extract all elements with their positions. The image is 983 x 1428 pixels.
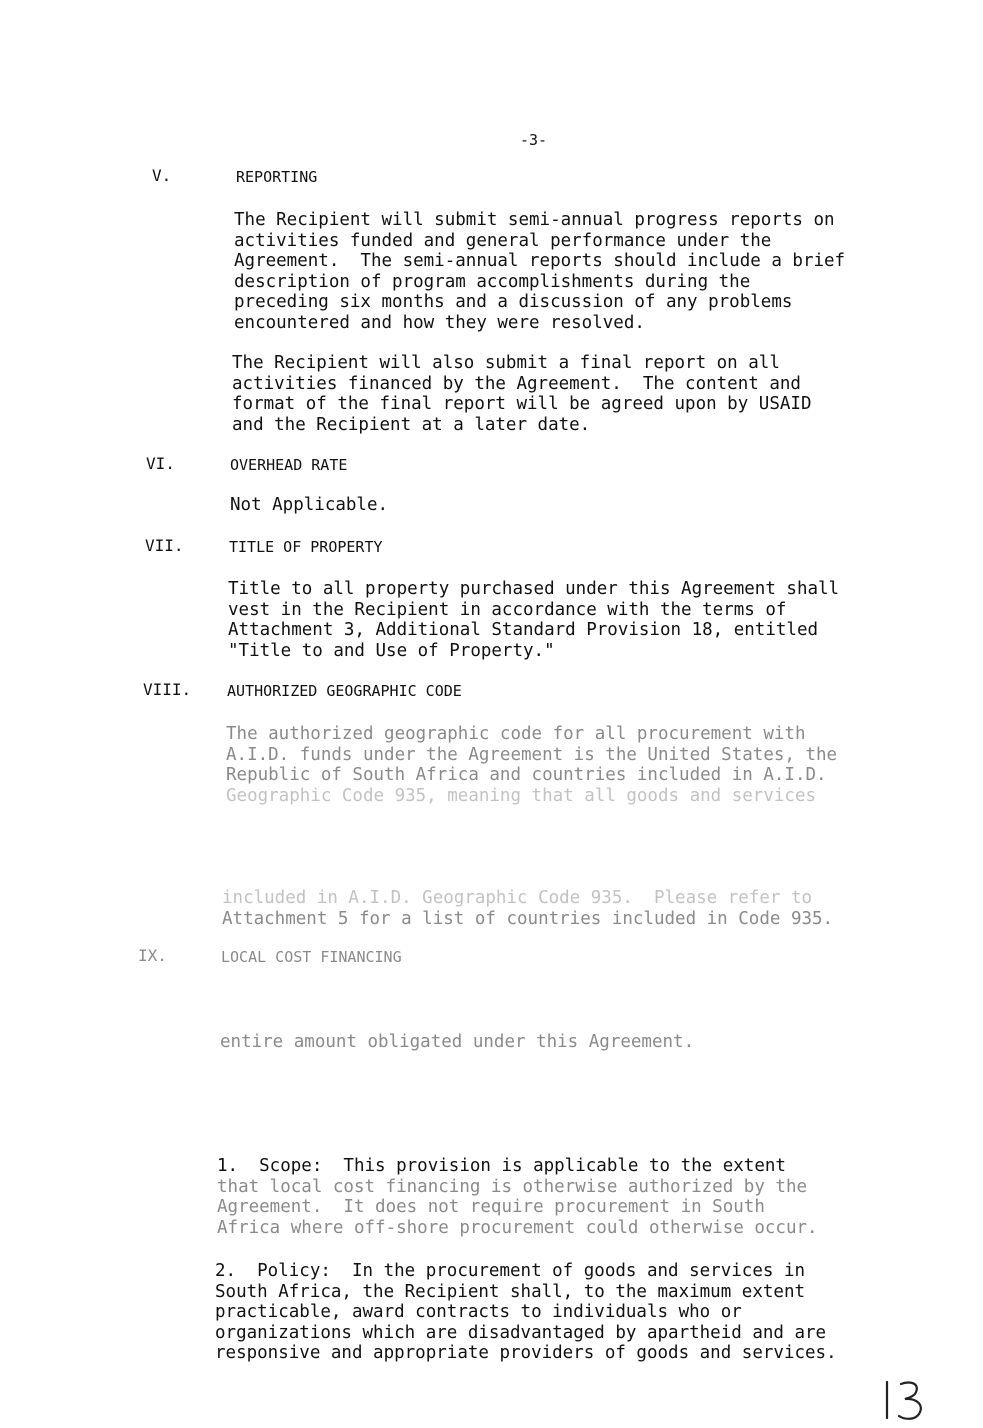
text-line: encountered and how they were resolved. xyxy=(234,312,645,333)
text-line: responsive and appropriate providers of goods and services. xyxy=(215,1343,837,1363)
text-line: Not Applicable. xyxy=(230,495,389,515)
text-line: that local cost financing is otherwise authorized by the xyxy=(217,1176,808,1197)
text-line: preceding six months and a discussion of any problems xyxy=(234,292,793,312)
reporting-paragraph-1 xyxy=(234,210,845,333)
property-paragraph xyxy=(228,579,839,661)
text-line: Attachment 3, Additional Standard Provision 18, entitled xyxy=(228,620,819,640)
text-line: 1. Scope: This provision is applicable to the extent xyxy=(217,1156,786,1176)
geographic-paragraph-tail xyxy=(222,888,833,929)
section-title-overhead: OVERHEAD RATE xyxy=(230,456,348,474)
text-line: 2. Policy: In the procurement of goods and services in xyxy=(215,1261,806,1281)
text-line: practicable, award contracts to individuals who or xyxy=(215,1302,742,1322)
text-line: included in A.I.D. Geographic Code 935. Please refer to xyxy=(222,888,813,908)
text-line: Agreement. The semi-annual reports should include a brief xyxy=(234,251,846,271)
section-title-reporting: REPORTING xyxy=(236,168,318,186)
page-number: -3- xyxy=(520,131,548,149)
text-line: The Recipient will also submit a final report on all xyxy=(232,353,780,373)
text-line: Africa where off-shore procurement could otherwise occur. xyxy=(217,1217,818,1238)
text-line: The authorized geographic code for all procurement with xyxy=(226,724,806,744)
text-line: description of program accomplishments during the xyxy=(234,271,751,292)
section-title-property: TITLE OF PROPERTY xyxy=(229,538,383,556)
text-line: entire amount obligated under this Agreement. xyxy=(220,1032,695,1052)
text-line: Republic of South Africa and countries included in A.I.D. xyxy=(226,765,827,785)
section-number-v: V. xyxy=(152,166,172,185)
text-line: Title to all property purchased under this Agreement shall xyxy=(228,579,840,599)
text-line: Geographic Code 935, meaning that all goods and services xyxy=(226,785,817,806)
reporting-paragraph-2 xyxy=(232,353,811,435)
text-line: format of the final report will be agreed upon by USAID xyxy=(232,394,812,414)
section-number-vii: VII. xyxy=(145,536,184,555)
text-line: The Recipient will submit semi-annual progress reports on xyxy=(234,210,835,230)
text-line: A.I.D. funds under the Agreement is the United States, the xyxy=(226,744,838,765)
text-line: Attachment 5 for a list of countries included in Code 935. xyxy=(222,908,834,929)
local-cost-body xyxy=(220,1032,694,1053)
section-number-viii: VIII. xyxy=(143,680,192,699)
overhead-body xyxy=(230,495,388,516)
text-line: South Africa, the Recipient shall, to the maximum extent xyxy=(215,1281,806,1302)
scope-paragraph xyxy=(217,1156,818,1238)
handwritten-page-mark xyxy=(881,1378,931,1422)
text-line: vest in the Recipient in accordance with the terms of xyxy=(228,599,787,620)
text-line: and the Recipient at a later date. xyxy=(232,414,591,435)
section-title-local-cost: LOCAL COST FINANCING xyxy=(221,948,402,966)
text-line: Agreement. It does not require procurement in South xyxy=(217,1197,765,1217)
section-title-geographic: AUTHORIZED GEOGRAPHIC CODE xyxy=(227,682,462,700)
section-number-ix: IX. xyxy=(138,946,167,965)
text-line: organizations which are disadvantaged by apartheid and are xyxy=(215,1322,827,1343)
section-number-vi: VI. xyxy=(146,454,175,473)
text-line: activities funded and general performance under the xyxy=(234,230,772,251)
text-line: activities financed by the Agreement. The content and xyxy=(232,373,801,394)
geographic-paragraph xyxy=(226,724,837,806)
policy-paragraph xyxy=(215,1261,837,1364)
text-line: "Title to and Use of Property." xyxy=(228,640,555,661)
